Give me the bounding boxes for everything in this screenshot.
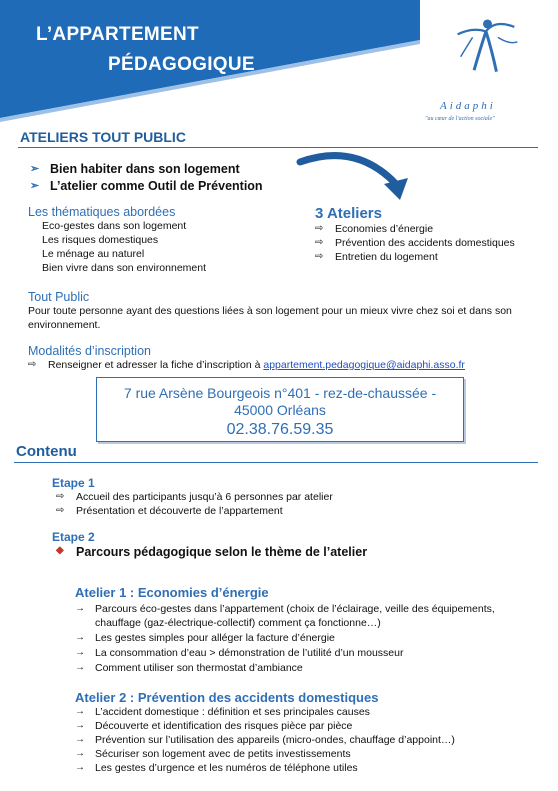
list-item: Présentation et découverte de l’appartement xyxy=(76,505,283,517)
section-divider xyxy=(18,147,538,148)
double-arrow-icon: ⇨ xyxy=(28,359,37,370)
address-box xyxy=(96,377,464,442)
thematiques-heading: Les thématiques abordées xyxy=(28,205,176,219)
atelier2-list xyxy=(75,705,535,775)
double-arrow-icon: ⇨ xyxy=(315,223,324,234)
arrow-icon: → xyxy=(75,662,85,673)
list-item: L’accident domestique : définition et ses principales causes xyxy=(95,706,370,718)
arrow-icon: → xyxy=(75,762,85,773)
ateliers-bullet-list xyxy=(30,162,263,193)
list-item: La consommation d’eau > démonstration de l’utilité d’un mousseur xyxy=(95,647,404,659)
list-item: Eco-gestes dans son logement xyxy=(42,220,187,232)
etape2-label: Etape 2 xyxy=(52,530,95,544)
double-arrow-icon: ⇨ xyxy=(56,491,65,502)
list-item: Prévention des accidents domestiques xyxy=(335,237,515,249)
atelier1-heading: Atelier 1 : Economies d’énergie xyxy=(75,585,269,600)
brand-tagline: "au cœur de l'action sociale" xyxy=(425,116,495,122)
arrow-icon: → xyxy=(75,603,85,614)
page-title-line1: L’APPARTEMENT xyxy=(36,24,199,45)
diamond-bullet-icon: ◆ xyxy=(56,545,64,556)
double-arrow-icon: ⇨ xyxy=(56,505,65,516)
contenu-heading: Contenu xyxy=(16,443,77,460)
list-item: Les gestes d’urgence et les numéros de téléphone utiles xyxy=(95,762,358,774)
arrow-icon: → xyxy=(75,647,85,658)
modalites-row xyxy=(28,358,558,372)
trois-ateliers-heading: 3 Ateliers xyxy=(315,205,382,222)
phone-number: 02.38.76.59.35 xyxy=(226,421,334,438)
list-item: Parcours pédagogique selon le thème de l’atelier xyxy=(76,545,368,559)
section-heading-ateliers: ATELIERS TOUT PUBLIC xyxy=(20,129,186,145)
atelier1-list xyxy=(75,602,520,675)
address-line2: 45000 Orléans xyxy=(234,402,326,418)
list-item: Les risques domestiques xyxy=(42,234,159,246)
list-item: Sécuriser son logement avec de petits investissements xyxy=(95,748,351,760)
tout-public-text: Pour toute personne ayant des questions liées à son logement pour un mieux vivre chez soi et dans son environnement. xyxy=(28,305,512,331)
arrow-icon: → xyxy=(75,734,85,745)
arrow-icon: → xyxy=(75,632,85,643)
list-item: Bien habiter dans son logement xyxy=(50,162,240,176)
list-item: Accueil des participants jusqu’à 6 personnes par atelier xyxy=(76,491,333,503)
dancer-logo-icon xyxy=(428,12,544,100)
double-arrow-icon: ⇨ xyxy=(315,251,324,262)
modalites-heading: Modalités d’inscription xyxy=(28,344,151,358)
modalites-text: Renseigner et adresser la fiche d’inscription à xyxy=(48,359,261,371)
section-divider xyxy=(14,462,538,463)
etape1-label: Etape 1 xyxy=(52,476,95,490)
list-item: Parcours éco-gestes dans l’appartement (choix de l’éclairage, veille des équipements, chauffage (gaz-électrique-collectif) comment ça fonctionne…) xyxy=(95,603,495,629)
atelier2-heading: Atelier 2 : Prévention des accidents domestiques xyxy=(75,690,379,705)
etape1-list xyxy=(56,490,333,518)
list-item: Entretien du logement xyxy=(335,251,438,263)
list-item: Découverte et identification des risques pièce par pièce xyxy=(95,720,353,732)
brand-name: Aidaphi xyxy=(440,100,496,112)
thematiques-list xyxy=(42,219,206,275)
double-arrow-icon: ⇨ xyxy=(315,237,324,248)
curved-arrow-icon xyxy=(296,148,416,200)
list-item: Le ménage au naturel xyxy=(42,248,145,260)
page-title-line2: PÉDAGOGIQUE xyxy=(108,54,255,75)
list-item: Prévention sur l’utilisation des appareils (micro-ondes, chauffage d’appoint…) xyxy=(95,734,455,746)
trois-ateliers-list xyxy=(315,222,515,264)
arrow-right-bullet-icon: ➢ xyxy=(30,163,40,175)
list-item: Les gestes simples pour alléger la facture d’énergie xyxy=(95,632,335,644)
arrow-icon: → xyxy=(75,720,85,731)
arrow-icon: → xyxy=(75,706,85,717)
arrow-icon: → xyxy=(75,748,85,759)
address-line1: 7 rue Arsène Bourgeois n°401 - rez-de-chaussée - xyxy=(123,385,437,401)
email-link[interactable]: appartement.pedagogique@aidaphi.asso.fr xyxy=(263,359,465,371)
arrow-right-bullet-icon: ➢ xyxy=(30,180,40,192)
list-item: Comment utiliser son thermostat d’ambiance xyxy=(95,662,303,674)
list-item: L’atelier comme Outil de Prévention xyxy=(50,179,263,193)
list-item: Bien vivre dans son environnement xyxy=(42,262,207,274)
etape2-row xyxy=(56,545,367,559)
list-item: Economies d’énergie xyxy=(335,223,434,235)
tout-public-heading: Tout Public xyxy=(28,290,90,304)
